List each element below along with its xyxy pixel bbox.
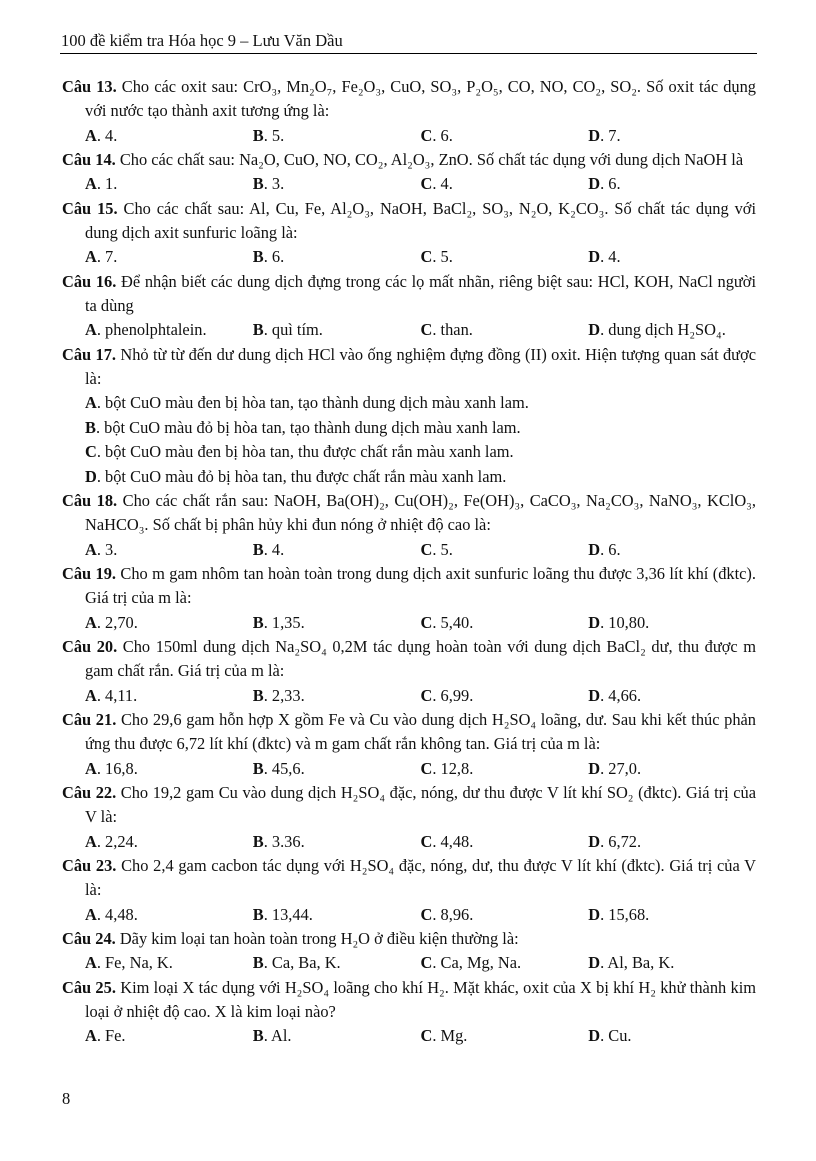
question-label: Câu 16.	[62, 271, 117, 291]
option-letter: A	[85, 612, 97, 632]
option-text: . 5.	[432, 247, 453, 267]
answer-option-a	[85, 172, 253, 196]
option-letter: A	[85, 1026, 97, 1046]
answer-option-a	[85, 903, 253, 927]
question-text	[62, 148, 756, 172]
option-letter: C	[420, 1026, 433, 1046]
answer-options	[62, 245, 756, 269]
question-item	[62, 708, 756, 781]
option-letter: A	[85, 174, 97, 194]
option-text: . bột CuO màu đỏ bị hòa tan, tạo thành dung dịch màu xanh lam.	[95, 417, 521, 437]
option-letter: B	[252, 539, 264, 559]
question-body: Cho các chất sau: Na₂O, CuO, NO, CO₂, Al₂O₃, ZnO. Số chất tác dụng với dung dịch NaOH là	[115, 150, 744, 170]
option-letter: B	[252, 125, 264, 145]
option-text: . 4,66.	[600, 685, 642, 705]
answer-option-c	[85, 440, 756, 464]
question-text	[62, 708, 756, 757]
question-item	[62, 976, 756, 1049]
option-letter: D	[588, 612, 601, 632]
option-text: . bột CuO màu đen bị hòa tan, thu được chất rắn màu xanh lam.	[96, 442, 514, 462]
question-body: Cho 2,4 gam cacbon tác dụng với H₂SO₄ đặc, nóng, dư, thu được V lít khí (đktc). Giá trị của V là:	[85, 856, 757, 900]
answer-option-d	[85, 465, 756, 489]
question-body: Cho các chất sau: Al, Cu, Fe, Al₂O₃, NaOH, BaCl₂, SO₃, N₂O, K₂CO₃. Số chất tác dụng với dung dịch axit sunfuric loãng là:	[85, 198, 757, 243]
answer-option-d	[588, 1024, 756, 1048]
option-text: . Al, Ba, K.	[600, 953, 675, 973]
option-letter: C	[420, 758, 433, 778]
question-body: Cho 150ml dung dịch Na₂SO₄ 0,2M tác dụng hoàn toàn với dung dịch BaCl₂ dư, thu được m gam chất rắn. Giá trị của m là:	[85, 636, 756, 681]
option-text: . Fe.	[96, 1026, 126, 1046]
option-text: . than.	[432, 320, 473, 340]
question-body: Nhỏ từ từ đến dư dung dịch HCl vào ống nghiệm đựng đồng (II) oxit. Hiện tượng quan sát được là:	[85, 344, 757, 389]
question-text	[62, 270, 756, 319]
option-text: . 16,8.	[96, 758, 138, 778]
question-item	[62, 854, 756, 927]
answer-option-d	[588, 951, 756, 975]
answer-option-b	[253, 684, 421, 708]
answer-option-b	[253, 245, 421, 269]
answer-option-d	[588, 830, 756, 854]
question-label: Câu 15.	[62, 198, 118, 218]
answer-option-a	[85, 951, 253, 975]
answer-option-b	[253, 611, 421, 635]
answer-options	[62, 538, 756, 562]
question-list	[62, 75, 756, 1049]
option-text: . 7.	[96, 247, 118, 267]
option-letter: D	[588, 831, 601, 851]
answer-option-a	[85, 538, 253, 562]
answer-option-c	[421, 124, 589, 148]
option-text: . 6,72.	[600, 831, 642, 851]
question-body: Dãy kim loại tan hoàn toàn trong H₂O ở điều kiện thường là:	[115, 929, 519, 949]
option-text: . 5,40.	[432, 612, 474, 632]
option-letter: D	[588, 539, 601, 559]
answer-option-a	[85, 391, 756, 415]
option-text: . 15,68.	[600, 904, 650, 924]
option-text: . 6.	[432, 125, 453, 145]
option-text: . 7.	[600, 125, 621, 145]
option-text: . 4,11.	[96, 685, 138, 705]
option-letter: C	[85, 442, 97, 462]
question-label: Câu 18.	[62, 490, 118, 510]
option-letter: A	[85, 953, 97, 973]
option-letter: B	[85, 417, 96, 437]
question-label: Câu 23.	[62, 856, 117, 875]
question-item	[62, 562, 756, 635]
option-letter: D	[85, 466, 97, 486]
answer-options	[62, 684, 756, 708]
question-item	[62, 197, 756, 270]
answer-options	[62, 757, 756, 781]
question-text	[62, 343, 756, 392]
option-text: . 4,48.	[432, 831, 474, 851]
answer-option-c	[421, 684, 589, 708]
option-text: . 1,35.	[263, 612, 305, 632]
question-label: Câu 13.	[62, 77, 117, 96]
option-text: . 4.	[432, 174, 453, 194]
answer-options	[62, 391, 756, 488]
answer-option-d	[588, 903, 756, 927]
answer-option-c	[421, 245, 589, 269]
option-text: . Fe, Na, K.	[96, 953, 173, 973]
page-number: 8	[62, 1089, 71, 1108]
answer-options	[62, 318, 756, 342]
option-text: . dung dịch H₂SO₄.	[600, 320, 726, 340]
option-letter: C	[420, 953, 433, 973]
question-text	[62, 927, 756, 951]
option-letter: C	[420, 247, 433, 267]
question-body: Cho các oxit sau: CrO₃, Mn₂O₇, Fe₂O₃, CuO, SO₃, P₂O₅, CO, NO, CO₂, SO₂. Số oxit tác dụng với nước tạo thành axit tương ứng là:	[85, 77, 757, 121]
option-text: . Mg.	[432, 1026, 468, 1046]
option-text: . 5.	[432, 539, 453, 559]
answer-option-b	[253, 172, 421, 196]
question-item	[62, 343, 756, 489]
answer-option-a	[85, 245, 253, 269]
question-label: Câu 25.	[62, 977, 116, 997]
answer-options	[62, 951, 756, 975]
question-item	[62, 270, 756, 343]
option-letter: B	[252, 174, 264, 194]
answer-options	[62, 830, 756, 854]
option-letter: A	[85, 758, 97, 778]
option-letter: D	[588, 320, 601, 340]
answer-option-a	[85, 1024, 253, 1048]
answer-option-b	[253, 538, 421, 562]
option-letter: D	[588, 1026, 601, 1046]
option-text: . bột CuO màu đen bị hòa tan, tạo thành dung dịch màu xanh lam.	[96, 393, 529, 413]
option-text: . phenolphtalein.	[96, 320, 207, 340]
answer-option-d	[588, 318, 756, 342]
option-letter: B	[252, 953, 264, 973]
option-letter: C	[420, 320, 433, 340]
option-letter: D	[588, 174, 601, 194]
answer-options	[62, 611, 756, 635]
question-label: Câu 20.	[62, 636, 118, 656]
answer-option-b	[253, 1024, 421, 1048]
option-text: . 27,0.	[600, 758, 642, 778]
answer-option-c	[421, 1024, 589, 1048]
question-item	[62, 148, 756, 197]
option-text: . Ca, Mg, Na.	[432, 953, 522, 973]
option-text: . 1.	[96, 174, 118, 194]
question-item	[62, 927, 756, 976]
question-item	[62, 781, 756, 854]
answer-option-a	[85, 684, 253, 708]
answer-option-c	[421, 538, 589, 562]
question-body: Cho 19,2 gam Cu vào dung dịch H₂SO₄ đặc, nóng, dư thu được V lít khí SO₂ (đktc). Giá trị của V là:	[85, 782, 756, 827]
question-text	[62, 976, 756, 1025]
question-item	[62, 75, 756, 148]
answer-option-d	[588, 538, 756, 562]
option-text: . 4.	[600, 247, 621, 267]
option-letter: B	[252, 247, 264, 267]
option-letter: A	[85, 247, 97, 267]
option-text: . Al.	[263, 1026, 292, 1046]
option-letter: B	[252, 904, 264, 924]
option-text: . 4,48.	[96, 904, 138, 924]
question-text	[62, 75, 756, 124]
answer-option-b	[253, 951, 421, 975]
option-letter: A	[85, 904, 97, 924]
option-text: . Ca, Ba, K.	[263, 953, 341, 973]
answer-options	[62, 1024, 756, 1048]
question-body: Để nhận biết các dung dịch đựng trong các lọ mất nhãn, riêng biệt sau: HCl, KOH, NaCl người ta dùng	[85, 271, 756, 316]
option-letter: A	[85, 831, 97, 851]
option-letter: A	[85, 125, 97, 145]
answer-option-c	[421, 318, 589, 342]
option-letter: C	[420, 685, 433, 705]
question-text	[62, 781, 756, 830]
option-text: . 4.	[263, 539, 285, 559]
option-letter: C	[420, 612, 433, 632]
option-text: . 3.36.	[263, 831, 305, 851]
option-letter: B	[252, 831, 264, 851]
answer-option-b	[253, 318, 421, 342]
answer-options	[62, 124, 756, 148]
answer-option-a	[85, 757, 253, 781]
option-text: . 6.	[600, 174, 621, 194]
question-text	[62, 489, 756, 538]
answer-option-a	[85, 830, 253, 854]
option-text: . 10,80.	[600, 612, 650, 632]
answer-option-d	[588, 684, 756, 708]
answer-option-c	[421, 830, 589, 854]
answer-option-b	[253, 757, 421, 781]
option-letter: C	[420, 125, 433, 145]
option-letter: D	[588, 758, 601, 778]
option-text: . Cu.	[600, 1026, 632, 1046]
option-text: . 12,8.	[432, 758, 474, 778]
question-label: Câu 14.	[62, 150, 116, 170]
option-letter: B	[252, 758, 264, 778]
option-letter: D	[588, 685, 601, 705]
answer-option-a	[85, 318, 253, 342]
option-text: . 6.	[263, 247, 285, 267]
question-body: Cho 29,6 gam hỗn hợp X gồm Fe và Cu vào dung dịch H₂SO₄ loãng, dư. Sau khi kết thúc phản ứng thu được 6,72 lít khí (đktc) và m gam chất rắn không tan. Giá trị của m là:	[85, 709, 756, 754]
answer-option-d	[588, 245, 756, 269]
option-letter: D	[588, 247, 601, 267]
question-body: Kim loại X tác dụng với H₂SO₄ loãng cho khí H₂. Mặt khác, oxit của X bị khí H₂ khử thành kim loại ở nhiệt độ cao. X là kim loại nào?	[85, 977, 757, 1022]
option-text: . 8,96.	[432, 904, 474, 924]
question-text	[62, 854, 756, 903]
answer-option-c	[421, 757, 589, 781]
question-body: Cho các chất rắn sau: NaOH, Ba(OH)₂, Cu(OH)₂, Fe(OH)₃, CaCO₃, Na₂CO₃, NaNO₃, KClO₃, NaHCO₃. Số chất bị phân hủy khi đun nóng ở nhiệt độ cao là:	[85, 490, 756, 535]
answer-option-c	[421, 172, 589, 196]
option-letter: C	[420, 174, 433, 194]
option-letter: D	[588, 125, 601, 145]
option-text: . 4.	[96, 125, 118, 145]
question-label: Câu 21.	[62, 709, 117, 729]
question-text	[62, 562, 756, 611]
option-text: . 2,33.	[263, 685, 305, 705]
question-item	[62, 489, 756, 562]
answer-option-d	[588, 172, 756, 196]
option-letter: B	[252, 1026, 264, 1046]
option-letter: B	[252, 320, 264, 340]
header-divider	[60, 53, 757, 54]
answer-option-c	[421, 903, 589, 927]
option-text: . 2,70.	[96, 612, 138, 632]
question-label: Câu 24.	[62, 929, 116, 949]
answer-option-c	[421, 611, 589, 635]
answer-option-a	[85, 124, 253, 148]
question-body: Cho m gam nhôm tan hoàn toàn trong dung dịch axit sunfuric loãng thu được 3,36 lít khí (đktc). Giá trị của m là:	[85, 563, 756, 608]
option-letter: A	[85, 320, 97, 340]
question-label: Câu 22.	[62, 782, 117, 802]
option-text: . quì tím.	[263, 320, 323, 340]
option-text: . 2,24.	[96, 831, 138, 851]
option-letter: A	[85, 685, 97, 705]
question-label: Câu 19.	[62, 563, 117, 583]
answer-options	[62, 903, 756, 927]
option-text: . 13,44.	[263, 904, 313, 924]
answer-option-d	[588, 124, 756, 148]
answer-option-c	[421, 951, 589, 975]
answer-option-a	[85, 611, 253, 635]
running-header: 100 đề kiểm tra Hóa học 9 – Lưu Văn Dầu	[61, 31, 343, 50]
option-letter: C	[420, 539, 433, 559]
option-letter: A	[85, 539, 97, 559]
option-text: . 5.	[263, 125, 285, 145]
question-text	[62, 197, 756, 246]
option-text: . 3.	[263, 174, 285, 194]
option-text: . 6.	[600, 539, 621, 559]
option-letter: C	[420, 904, 433, 924]
option-letter: D	[588, 904, 601, 924]
option-letter: D	[588, 953, 601, 973]
answer-option-d	[588, 611, 756, 635]
answer-option-d	[588, 757, 756, 781]
question-label: Câu 17.	[62, 344, 117, 364]
option-text: . 45,6.	[263, 758, 305, 778]
answer-option-b	[253, 903, 421, 927]
answer-option-b	[253, 830, 421, 854]
option-text: . bột CuO màu đỏ bị hòa tan, thu được chất rắn màu xanh lam.	[96, 466, 507, 486]
question-item	[62, 635, 756, 708]
option-letter: B	[252, 685, 264, 705]
answer-option-b	[253, 124, 421, 148]
answer-options	[62, 172, 756, 196]
option-letter: B	[252, 612, 264, 632]
option-letter: C	[420, 831, 433, 851]
answer-option-b	[85, 416, 756, 440]
option-letter: A	[85, 393, 97, 413]
question-text	[62, 635, 756, 684]
option-text: . 3.	[96, 539, 118, 559]
option-text: . 6,99.	[432, 685, 474, 705]
